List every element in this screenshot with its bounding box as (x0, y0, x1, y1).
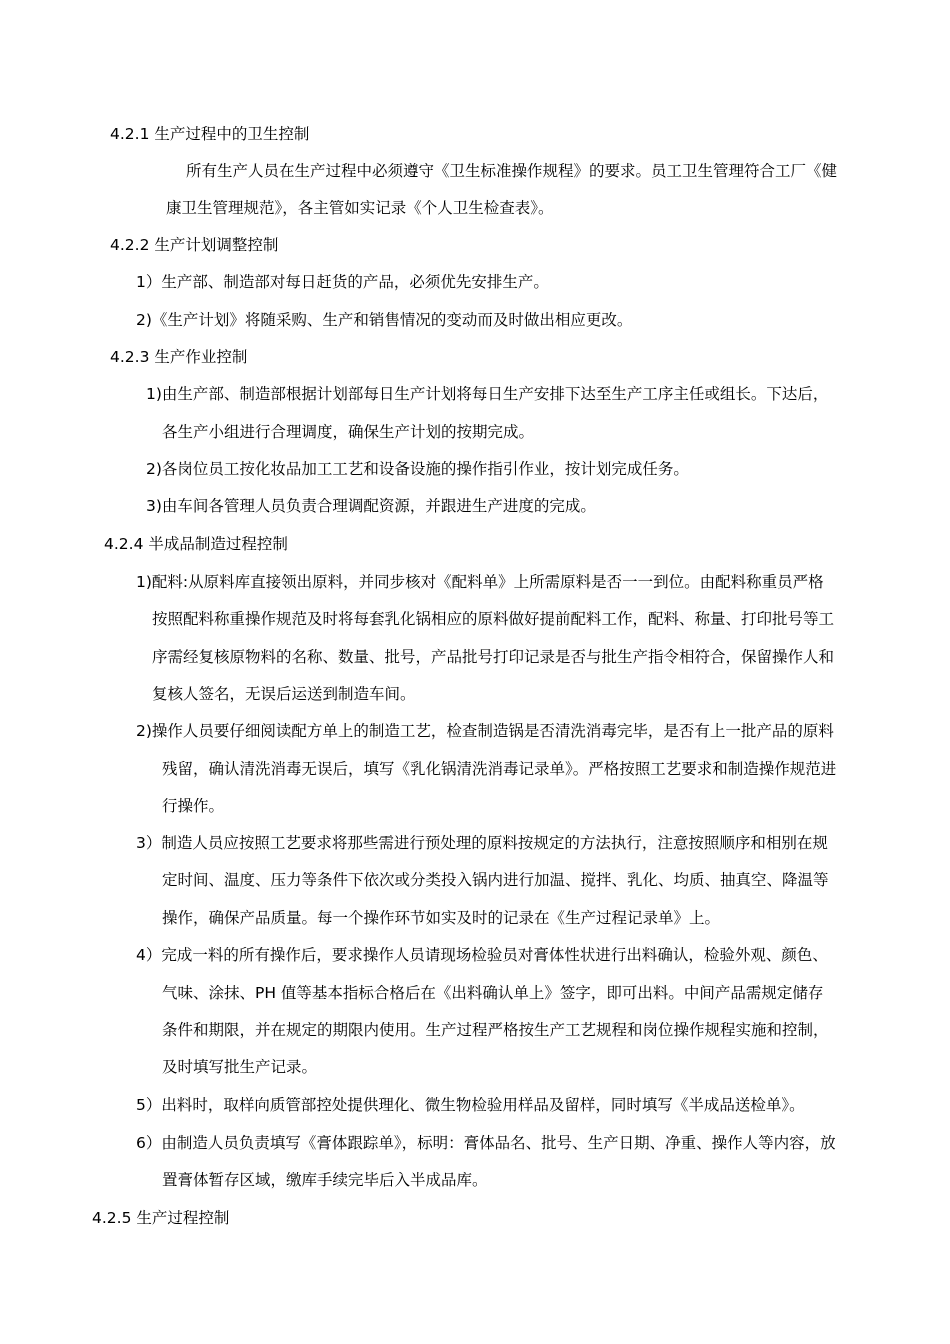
list-item: 3)由车间各管理人员负责合理调配资源，并跟进生产进度的完成。 (146, 497, 596, 515)
list-item-continuation: 置膏体暂存区域，缴库手续完毕后入半成品库。 (162, 1171, 488, 1189)
list-item-continuation: 残留，确认清洗消毒无误后，填写《乳化锅清洗消毒记录单》。严格按照工艺要求和制造操作规范进 (162, 760, 837, 778)
section-heading-4-2-1: 4.2.1 生产过程中的卫生控制 (110, 125, 310, 143)
list-item: 1)配料:从原料库直接领出原料，并同步核对《配料单》上所需原料是否一一到位。由配料称重员严格 (136, 573, 824, 591)
paragraph-line: 康卫生管理规范》，各主管如实记录《个人卫生检查表》。 (166, 199, 554, 217)
list-item: 6）由制造人员负责填写《膏体跟踪单》，标明：膏体品名、批号、生产日期、净重、操作人等内容，放 (136, 1134, 836, 1152)
list-item-continuation: 复核人签名，无误后运送到制造车间。 (152, 685, 416, 703)
list-item-continuation: 各生产小组进行合理调度，确保生产计划的按期完成。 (162, 423, 535, 441)
section-heading-4-2-2: 4.2.2 生产计划调整控制 (110, 236, 279, 254)
list-item: 1)由生产部、制造部根据计划部每日生产计划将每日生产安排下达至生产工序主任或组长。下达后， (146, 385, 829, 403)
section-heading-4-2-3: 4.2.3 生产作业控制 (110, 348, 248, 366)
list-item-continuation: 行操作。 (162, 797, 225, 815)
list-item-continuation: 气味、涂抹、PH 值等基本指标合格后在《出料确认单上》签字，即可出料。中间产品需规定储存 (162, 984, 824, 1002)
list-item-continuation: 条件和期限，并在规定的期限内使用。生产过程严格按生产工艺规程和岗位操作规程实施和控制， (162, 1021, 829, 1039)
list-item-continuation: 按照配料称重操作规范及时将每套乳化锅相应的原料做好提前配料工作，配料、称量、打印批号等工 (152, 610, 835, 628)
list-item-continuation: 及时填写批生产记录。 (162, 1058, 318, 1076)
section-heading-4-2-5: 4.2.5 生产过程控制 (92, 1209, 230, 1227)
list-item-continuation: 序需经复核原物料的名称、数量、批号，产品批号打印记录是否与批生产指令相符合，保留操作人和 (152, 648, 835, 666)
list-item: 1）生产部、制造部对每日赶货的产品，必须优先安排生产。 (136, 273, 549, 291)
list-item: 2)操作人员要仔细阅读配方单上的制造工艺，检查制造锅是否清洗消毒完毕，是否有上一批产品的原料 (136, 722, 834, 740)
list-item-continuation: 操作，确保产品质量。每一个操作环节如实及时的记录在《生产过程记录单》上。 (162, 909, 721, 927)
list-item: 3）制造人员应按照工艺要求将那些需进行预处理的原料按规定的方法执行，注意按照顺序和相别在规 (136, 834, 828, 852)
paragraph-line: 所有生产人员在生产过程中必须遵守《卫生标准操作规程》的要求。员工卫生管理符合工厂《健 (186, 162, 838, 180)
section-heading-4-2-4: 4.2.4 半成品制造过程控制 (104, 535, 288, 553)
list-item: 5）出料时，取样向质管部控处提供理化、微生物检验用样品及留样，同时填写《半成品送检单》。 (136, 1096, 805, 1114)
list-item: 2)《生产计划》将随采购、生产和销售情况的变动而及时做出相应更改。 (136, 311, 633, 329)
list-item: 2)各岗位员工按化妆品加工工艺和设备设施的操作指引作业，按计划完成任务。 (146, 460, 689, 478)
list-item-continuation: 定时间、温度、压力等条件下依次或分类投入锅内进行加温、搅拌、乳化、均质、抽真空、降温等 (162, 871, 829, 889)
list-item: 4）完成一料的所有操作后，要求操作人员请现场检验员对膏体性状进行出料确认，检验外观、颜色、 (136, 946, 828, 964)
